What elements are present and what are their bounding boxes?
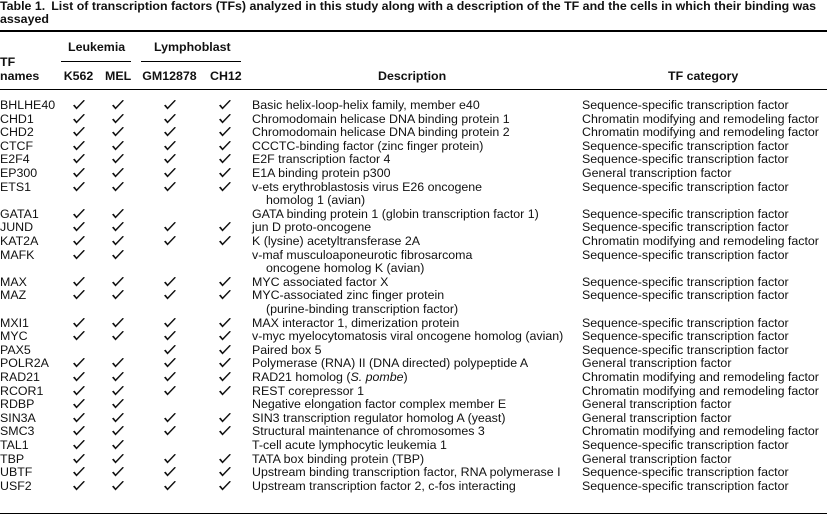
tf-category: General transcription factor [582,166,732,180]
tf-description: Upstream transcription factor 2, c-fos interacting [252,479,516,493]
ch12-check-cell [210,371,240,384]
check-mark-icon [163,425,177,437]
tf-category: Chromatin modifying and remodeling factor [582,234,819,248]
check-mark-icon [163,385,177,397]
header-description: Description [378,69,447,83]
tf-category: Sequence-specific transcription factor [582,152,789,166]
tf-name: TAL1 [0,438,29,452]
tf-description: v-myc myelocytomatosis viral oncogene homolog (avian) [252,329,564,343]
ch12-check-cell [210,453,240,466]
tf-description: T-cell acute lymphocytic leukemia 1 [252,438,447,452]
check-mark-icon [72,221,86,233]
tf-description: GATA binding protein 1 (globin transcription factor 1) [252,207,539,221]
tf-category: General transcription factor [582,397,732,411]
mel-check-cell [105,289,131,302]
k562-check-cell [63,249,94,262]
table-caption [0,0,827,26]
check-mark-icon [111,317,125,329]
check-mark-icon [72,371,86,383]
tf-name: SMC3 [0,424,35,438]
tf-category: Sequence-specific transcription factor [582,220,789,234]
check-mark-icon [72,113,86,125]
header-rule [0,89,827,90]
tf-description: E1A binding protein p300 [252,166,391,180]
tf-description: K (lysine) acetyltransferase 2A [252,234,421,248]
k562-check-cell [63,153,94,166]
tf-category: Sequence-specific transcription factor [582,288,789,302]
check-mark-icon [163,344,177,356]
check-mark-icon [218,371,232,383]
tf-name: RDBP [0,397,35,411]
gm12878-check-cell [141,344,198,357]
tf-category: Sequence-specific transcription factor [582,139,789,153]
check-mark-icon [72,167,86,179]
tf-description: Structural maintenance of chromosomes 3 [252,424,485,438]
mel-check-cell [105,398,131,411]
gm12878-check-cell [141,371,198,384]
mel-check-cell [105,181,131,194]
check-mark-icon [111,480,125,492]
check-mark-icon [111,153,125,165]
k562-check-cell [63,439,94,452]
ch12-check-cell [210,167,240,180]
tf-category: General transcription factor [582,411,732,425]
tf-category: Sequence-specific transcription factor [582,465,789,479]
check-mark-icon [163,126,177,138]
tf-name: CHD2 [0,125,34,139]
check-mark-icon [218,289,232,301]
tf-category: Sequence-specific transcription factor [582,248,789,262]
check-mark-icon [111,289,125,301]
tf-name: UBTF [0,465,33,479]
tf-category: Chromatin modifying and remodeling factor [582,112,819,126]
check-mark-icon [111,140,125,152]
k562-check-cell [63,398,94,411]
table-label: Table 1. [0,0,46,13]
gm12878-check-cell [141,153,198,166]
check-mark-icon [72,126,86,138]
mel-check-cell [105,385,131,398]
check-mark-icon [218,167,232,179]
tf-category: Sequence-specific transcription factor [582,180,789,194]
gm12878-check-cell [141,276,198,289]
ch12-check-cell [210,466,240,479]
mel-check-cell [105,153,131,166]
check-mark-icon [218,153,232,165]
k562-check-cell [63,140,94,153]
tf-name: CHD1 [0,112,34,126]
header-category: TF category [668,69,739,83]
ch12-check-cell [210,317,240,330]
k562-check-cell [63,317,94,330]
check-mark-icon [72,466,86,478]
mel-check-cell [105,439,131,452]
tf-description: Polymerase (RNA) II (DNA directed) polypeptide A [252,356,529,370]
check-mark-icon [218,235,232,247]
tf-description: v-ets erythroblastosis virus E26 oncogene [252,180,483,194]
k562-check-cell [63,113,94,126]
tf-category: General transcription factor [582,356,732,370]
tf-description: Chromodomain helicase DNA binding protein 1 [252,112,510,126]
tf-category: Sequence-specific transcription factor [582,98,789,112]
tf-name: POLR2A [0,356,49,370]
gm12878-check-cell [141,317,198,330]
mel-check-cell [105,357,131,370]
check-mark-icon [111,371,125,383]
mel-check-cell [105,425,131,438]
check-mark-icon [163,330,177,342]
tf-description: E2F transcription factor 4 [252,152,391,166]
gm12878-check-cell [141,140,198,153]
tf-name: BHLHE40 [0,98,56,112]
tf-name: SIN3A [0,411,36,425]
check-mark-icon [218,317,232,329]
check-mark-icon [72,99,86,111]
ch12-check-cell [210,357,240,370]
tf-category: Sequence-specific transcription factor [582,438,789,452]
tf-description-continued: homolog 1 (avian) [266,193,366,207]
check-mark-icon [111,249,125,261]
mel-check-cell [105,453,131,466]
ch12-check-cell [210,480,240,493]
check-mark-icon [163,480,177,492]
mel-check-cell [105,99,131,112]
tf-category: Chromatin modifying and remodeling factor [582,384,819,398]
header-ch12: CH12 [210,69,242,83]
check-mark-icon [163,113,177,125]
tf-name: USF2 [0,479,32,493]
tf-name: E2F4 [0,152,30,166]
check-mark-icon [111,99,125,111]
gm12878-check-cell [141,425,198,438]
check-mark-icon [218,126,232,138]
gm12878-check-cell [141,466,198,479]
tf-category: Chromatin modifying and remodeling factor [582,125,819,139]
tf-name: CTCF [0,139,34,153]
mel-check-cell [105,276,131,289]
check-mark-icon [72,235,86,247]
check-mark-icon [111,425,125,437]
mel-check-cell [105,140,131,153]
check-mark-icon [111,453,125,465]
check-mark-icon [218,181,232,193]
check-mark-icon [72,385,86,397]
k562-check-cell [63,126,94,139]
gm12878-check-cell [141,453,198,466]
check-mark-icon [218,466,232,478]
check-mark-icon [111,439,125,451]
lymphoblast-underline [141,61,241,62]
check-mark-icon [72,181,86,193]
check-mark-icon [163,289,177,301]
ch12-check-cell [210,99,240,112]
tf-description: Negative elongation factor complex member E [252,397,507,411]
gm12878-check-cell [141,357,198,370]
ch12-check-cell [210,153,240,166]
gm12878-check-cell [141,412,198,425]
gm12878-check-cell [141,480,198,493]
tf-name: MXI1 [0,316,29,330]
check-mark-icon [163,357,177,369]
check-mark-icon [111,385,125,397]
check-mark-icon [218,140,232,152]
check-mark-icon [163,412,177,424]
check-mark-icon [72,317,86,329]
check-mark-icon [111,208,125,220]
check-mark-icon [218,385,232,397]
check-mark-icon [218,412,232,424]
check-mark-icon [72,398,86,410]
gm12878-check-cell [141,167,198,180]
ch12-check-cell [210,276,240,289]
check-mark-icon [72,249,86,261]
mel-check-cell [105,412,131,425]
check-mark-icon [163,466,177,478]
ch12-check-cell [210,235,240,248]
gm12878-check-cell [141,235,198,248]
tf-category: Sequence-specific transcription factor [582,329,789,343]
tf-description: RAD21 homolog (S. pombe) [252,370,408,384]
check-mark-icon [218,113,232,125]
check-mark-icon [163,167,177,179]
check-mark-icon [163,181,177,193]
mel-check-cell [105,466,131,479]
gm12878-check-cell [141,289,198,302]
header-leukemia: Leukemia [68,40,126,54]
mel-check-cell [105,249,131,262]
header-tf-names-line2: names [0,69,40,83]
check-mark-icon [72,140,86,152]
tf-description: Paired box 5 [252,343,322,357]
check-mark-icon [72,330,86,342]
table-caption-text: List of transcription factors (TFs) analyzed in this study along with a description of the TF and the cells in which their binding was assayed [0,0,817,26]
tf-description: CCCTC-binding factor (zinc finger protein) [252,139,484,153]
tf-description: SIN3 transcription regulator homolog A (yeast) [252,411,506,425]
check-mark-icon [111,113,125,125]
k562-check-cell [63,453,94,466]
check-mark-icon [111,412,125,424]
check-mark-icon [218,221,232,233]
check-mark-icon [163,140,177,152]
check-mark-icon [218,453,232,465]
k562-check-cell [63,371,94,384]
mel-check-cell [105,317,131,330]
check-mark-icon [72,412,86,424]
check-mark-icon [218,344,232,356]
tf-name: MAFK [0,248,35,262]
tf-description: MYC associated factor X [252,275,389,289]
tf-category: Sequence-specific transcription factor [582,343,789,357]
tf-category: General transcription factor [582,452,732,466]
tf-name: JUND [0,220,34,234]
header-gm12878: GM12878 [142,69,197,83]
tf-description: Upstream binding transcription factor, RNA polymerase I [252,465,561,479]
ch12-check-cell [210,385,240,398]
check-mark-icon [163,276,177,288]
ch12-check-cell [210,289,240,302]
check-mark-icon [72,208,86,220]
tf-name: MAZ [0,288,27,302]
mel-check-cell [105,371,131,384]
check-mark-icon [72,480,86,492]
check-mark-icon [72,289,86,301]
mel-check-cell [105,480,131,493]
k562-check-cell [63,385,94,398]
tf-name: PAX5 [0,343,31,357]
k562-check-cell [63,480,94,493]
k562-check-cell [63,289,94,302]
tf-description: v-maf musculoaponeurotic fibrosarcoma [252,248,473,262]
check-mark-icon [111,126,125,138]
k562-check-cell [63,99,94,112]
tf-category: Sequence-specific transcription factor [582,479,789,493]
header-lymphoblast: Lymphoblast [154,40,231,54]
tf-category: Sequence-specific transcription factor [582,275,789,289]
k562-check-cell [63,167,94,180]
check-mark-icon [72,153,86,165]
ch12-check-cell [210,330,240,343]
tf-name: EP300 [0,166,38,180]
gm12878-check-cell [141,221,198,234]
tf-description: Basic helix-loop-helix family, member e40 [252,98,480,112]
check-mark-icon [218,330,232,342]
check-mark-icon [163,221,177,233]
k562-check-cell [63,330,94,343]
mel-check-cell [105,221,131,234]
check-mark-icon [218,357,232,369]
tf-name: KAT2A [0,234,39,248]
mel-check-cell [105,208,131,221]
tf-name: ETS1 [0,180,31,194]
top-rule [0,30,827,32]
gm12878-check-cell [141,385,198,398]
tf-category: Sequence-specific transcription factor [582,207,789,221]
check-mark-icon [72,425,86,437]
check-mark-icon [111,330,125,342]
check-mark-icon [218,276,232,288]
tf-name: MYC [0,329,28,343]
tf-category: Sequence-specific transcription factor [582,316,789,330]
header-mel: MEL [105,69,132,83]
ch12-check-cell [210,126,240,139]
ch12-check-cell [210,140,240,153]
ch12-check-cell [210,221,240,234]
check-mark-icon [218,99,232,111]
gm12878-check-cell [141,126,198,139]
ch12-check-cell [210,412,240,425]
header-tf-names-line1: TF [0,55,16,69]
mel-check-cell [105,235,131,248]
check-mark-icon [111,181,125,193]
check-mark-icon [72,357,86,369]
tf-description: REST corepressor 1 [252,384,365,398]
check-mark-icon [111,466,125,478]
k562-check-cell [63,208,94,221]
k562-check-cell [63,357,94,370]
tf-description: MYC-associated zinc finger protein [252,288,445,302]
tf-description: jun D proto-oncogene [252,220,372,234]
check-mark-icon [218,425,232,437]
check-mark-icon [72,453,86,465]
check-mark-icon [111,167,125,179]
k562-check-cell [63,221,94,234]
leukemia-underline [61,61,131,62]
check-mark-icon [111,398,125,410]
gm12878-check-cell [141,330,198,343]
gm12878-check-cell [141,181,198,194]
check-mark-icon [163,153,177,165]
check-mark-icon [218,480,232,492]
tf-name: TBP [0,452,25,466]
gm12878-check-cell [141,99,198,112]
check-mark-icon [111,357,125,369]
k562-check-cell [63,425,94,438]
check-mark-icon [111,221,125,233]
check-mark-icon [163,235,177,247]
tf-description: Chromodomain helicase DNA binding protein 2 [252,125,510,139]
k562-check-cell [63,466,94,479]
header-k562: K562 [63,69,94,83]
check-mark-icon [72,439,86,451]
mel-check-cell [105,167,131,180]
check-mark-icon [163,99,177,111]
tf-description-continued: oncogene homolog K (avian) [266,261,425,275]
mel-check-cell [105,330,131,343]
k562-check-cell [63,276,94,289]
check-mark-icon [111,235,125,247]
tf-category: Chromatin modifying and remodeling factor [582,424,819,438]
tf-name: GATA1 [0,207,39,221]
tf-description: MAX interactor 1, dimerization protein [252,316,460,330]
mel-check-cell [105,126,131,139]
tf-name: RAD21 [0,370,40,384]
ch12-check-cell [210,344,240,357]
tf-description: TATA box binding protein (TBP) [252,452,425,466]
tf-name: RCOR1 [0,384,44,398]
ch12-check-cell [210,181,240,194]
mel-check-cell [105,113,131,126]
k562-check-cell [63,181,94,194]
k562-check-cell [63,235,94,248]
check-mark-icon [163,453,177,465]
check-mark-icon [163,317,177,329]
gm12878-check-cell [141,113,198,126]
tf-category: Chromatin modifying and remodeling factor [582,370,819,384]
check-mark-icon [111,276,125,288]
ch12-check-cell [210,113,240,126]
k562-check-cell [63,412,94,425]
bottom-rule [0,513,827,514]
tf-name: MAX [0,275,27,289]
check-mark-icon [72,276,86,288]
tf-description-continued: (purine-binding transcription factor) [266,302,459,316]
ch12-check-cell [210,425,240,438]
check-mark-icon [163,371,177,383]
